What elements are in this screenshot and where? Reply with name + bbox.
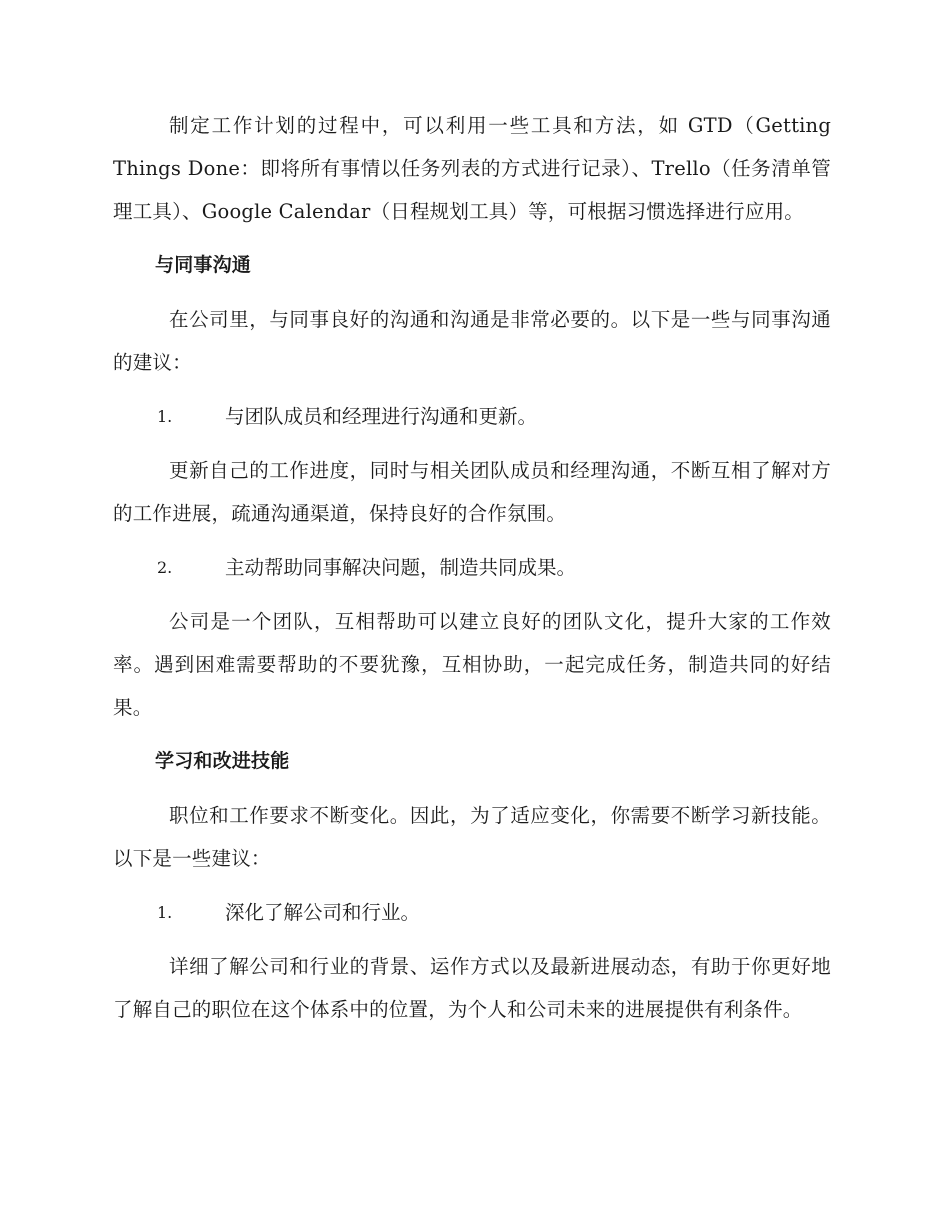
list-number: 1. [157,407,173,426]
list-item-detail: 更新自己的工作进度，同时与相关团队成员和经理沟通，不断互相了解对方的工作进展，疏通沟通渠道，保持良好的合作氛围。 [113,459,831,525]
list-item [113,395,831,438]
list-item-detail: 公司是一个团队，互相帮助可以建立良好的团队文化，提升大家的工作效率。遇到困难需要帮助的不要犹豫，互相协助，一起完成任务，制造共同的好结果。 [113,610,831,719]
document-page [113,104,831,1042]
list-number: 2. [157,558,173,577]
list-item-title: 主动帮助同事解决问题，制造共同成果。 [225,556,577,579]
list-item-title: 深化了解公司和行业。 [225,901,421,924]
list-item-detail: 详细了解公司和行业的背景、运作方式以及最新进展动态，有助于你更好地了解自己的职位在这个体系中的位置，为个人和公司未来的进展提供有利条件。 [113,955,831,1021]
learning-intro-paragraph: 职位和工作要求不断变化。因此，为了适应变化，你需要不断学习新技能。以下是一些建议： [113,804,831,870]
communication-intro-paragraph: 在公司里，与同事良好的沟通和沟通是非常必要的。以下是一些与同事沟通的建议： [113,308,831,374]
list-number: 1. [157,903,173,922]
list-item [113,891,831,934]
intro-paragraph: 制定工作计划的过程中，可以利用一些工具和方法，如 GTD（Getting Things Done：即将所有事情以任务列表的方式进行记录）、Trello（任务清单管理工具）、Google Calendar（日程规划工具）等，可根据习惯选择进行应用。 [113,114,831,223]
section-heading-communication: 与同事沟通 [155,254,252,276]
section-heading-learning: 学习和改进技能 [155,750,290,772]
list-item-title: 与团队成员和经理进行沟通和更新。 [225,405,538,428]
list-item [113,546,831,589]
